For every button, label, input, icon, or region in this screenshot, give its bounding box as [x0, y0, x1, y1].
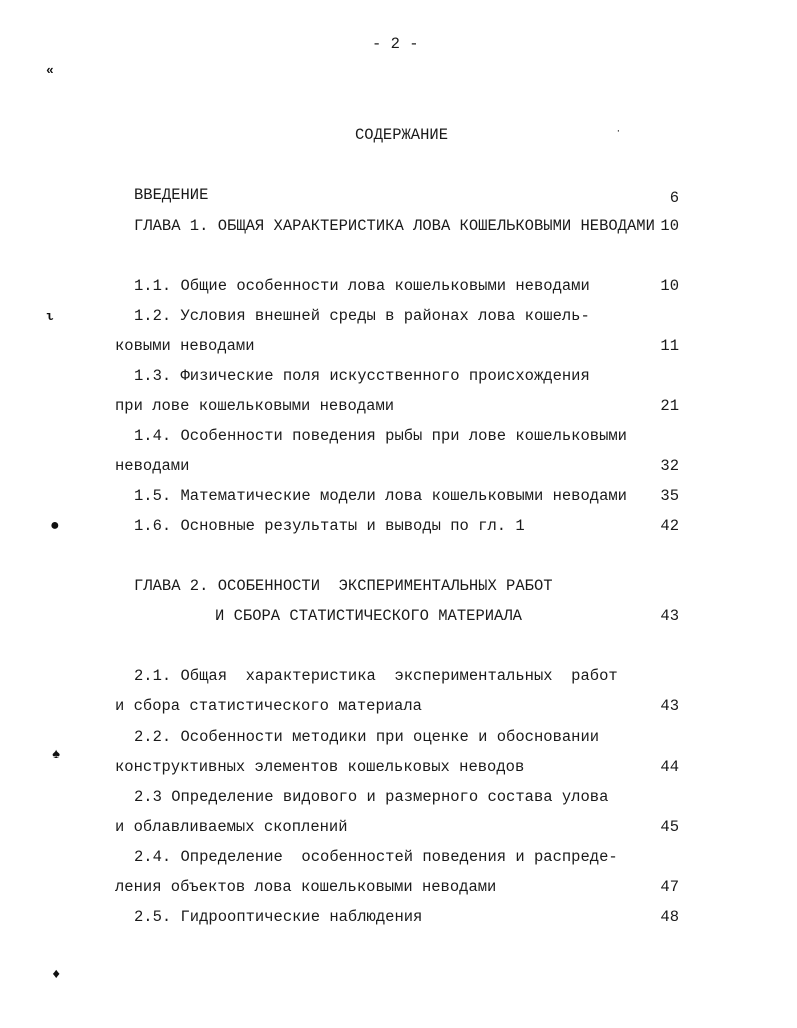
toc-entry-2-2-continuation: конструктивных элементов кошельковых неводов [115, 758, 525, 776]
toc-entry-2-3: 2.3 Определение видового и размерного состава улова [134, 788, 609, 806]
toc-page-number: 35 [660, 487, 679, 505]
toc-page-number: 43 [660, 697, 679, 715]
toc-entry-2-1: 2.1. Общая характеристика экспериментальных работ [134, 667, 618, 685]
toc-page-number: 43 [660, 607, 679, 625]
toc-entry-1-2: 1.2. Условия внешней среды в районах лова кошель- [134, 307, 590, 325]
toc-entry-chapter-1: ГЛАВА 1. ОБЩАЯ ХАРАКТЕРИСТИКА ЛОВА КОШЕЛЬКОВЫМИ НЕВОДАМИ [134, 217, 655, 235]
toc-page-number: 47 [660, 878, 679, 896]
toc-entry-2-3-continuation: и облавливаемых скоплений [115, 818, 348, 836]
toc-page-number: 10 [660, 277, 679, 295]
toc-page-number: 44 [660, 758, 679, 776]
toc-page-number: 45 [660, 818, 679, 836]
scan-speck-mark: « [46, 63, 54, 78]
toc-entry-introduction: ВВЕДЕНИЕ [134, 186, 209, 204]
toc-entry-chapter-2: ГЛАВА 2. ОСОБЕННОСТИ ЭКСПЕРИМЕНТАЛЬНЫХ РАБОТ [134, 577, 553, 595]
toc-entry-2-2: 2.2. Особенности методики при оценке и обосновании [134, 728, 600, 746]
toc-page-number: 6 [669, 189, 679, 207]
toc-page-number: 21 [660, 397, 679, 415]
toc-page-number: 10 [660, 217, 679, 235]
toc-entry-1-4: 1.4. Особенности поведения рыбы при лове кошельковыми [134, 427, 627, 445]
toc-page-number: 11 [660, 337, 679, 355]
scan-speck-mark: ● [50, 517, 60, 535]
toc-page-number: 48 [660, 908, 679, 926]
toc-entry-1-6: 1.6. Основные результаты и выводы по гл. 1 [134, 517, 525, 535]
toc-entry-1-3-continuation: при лове кошельковыми неводами [115, 397, 395, 415]
scan-speck-mark: ♦ [52, 967, 61, 983]
toc-page-number: 42 [660, 517, 679, 535]
toc-entry-1-2-continuation: ковыми неводами [115, 337, 255, 355]
toc-entry-2-4: 2.4. Определение особенностей поведения и распреде- [134, 848, 618, 866]
toc-entry-chapter-2-continuation: И СБОРА СТАТИСТИЧЕСКОГО МАТЕРИАЛА [215, 607, 522, 625]
toc-entry-2-4-continuation: ления объектов лова кошельковыми неводами [115, 878, 497, 896]
page-number: - 2 - [372, 35, 419, 53]
scan-speck-mark: ι [46, 309, 54, 324]
scan-speck-mark: ♠ [52, 747, 61, 763]
scan-speck-mark: · [616, 127, 621, 136]
toc-entry-2-5: 2.5. Гидрооптические наблюдения [134, 908, 423, 926]
toc-entry-1-3: 1.3. Физические поля искусственного происхождения [134, 367, 590, 385]
toc-entry-1-4-continuation: неводами [115, 457, 190, 475]
toc-page-number: 32 [660, 457, 679, 475]
page-title: СОДЕРЖАНИЕ [355, 126, 449, 144]
toc-entry-1-5: 1.5. Математические модели лова кошельковыми неводами [134, 487, 627, 505]
toc-entry-1-1: 1.1. Общие особенности лова кошельковыми неводами [134, 277, 590, 295]
toc-entry-2-1-continuation: и сбора статистического материала [115, 697, 422, 715]
